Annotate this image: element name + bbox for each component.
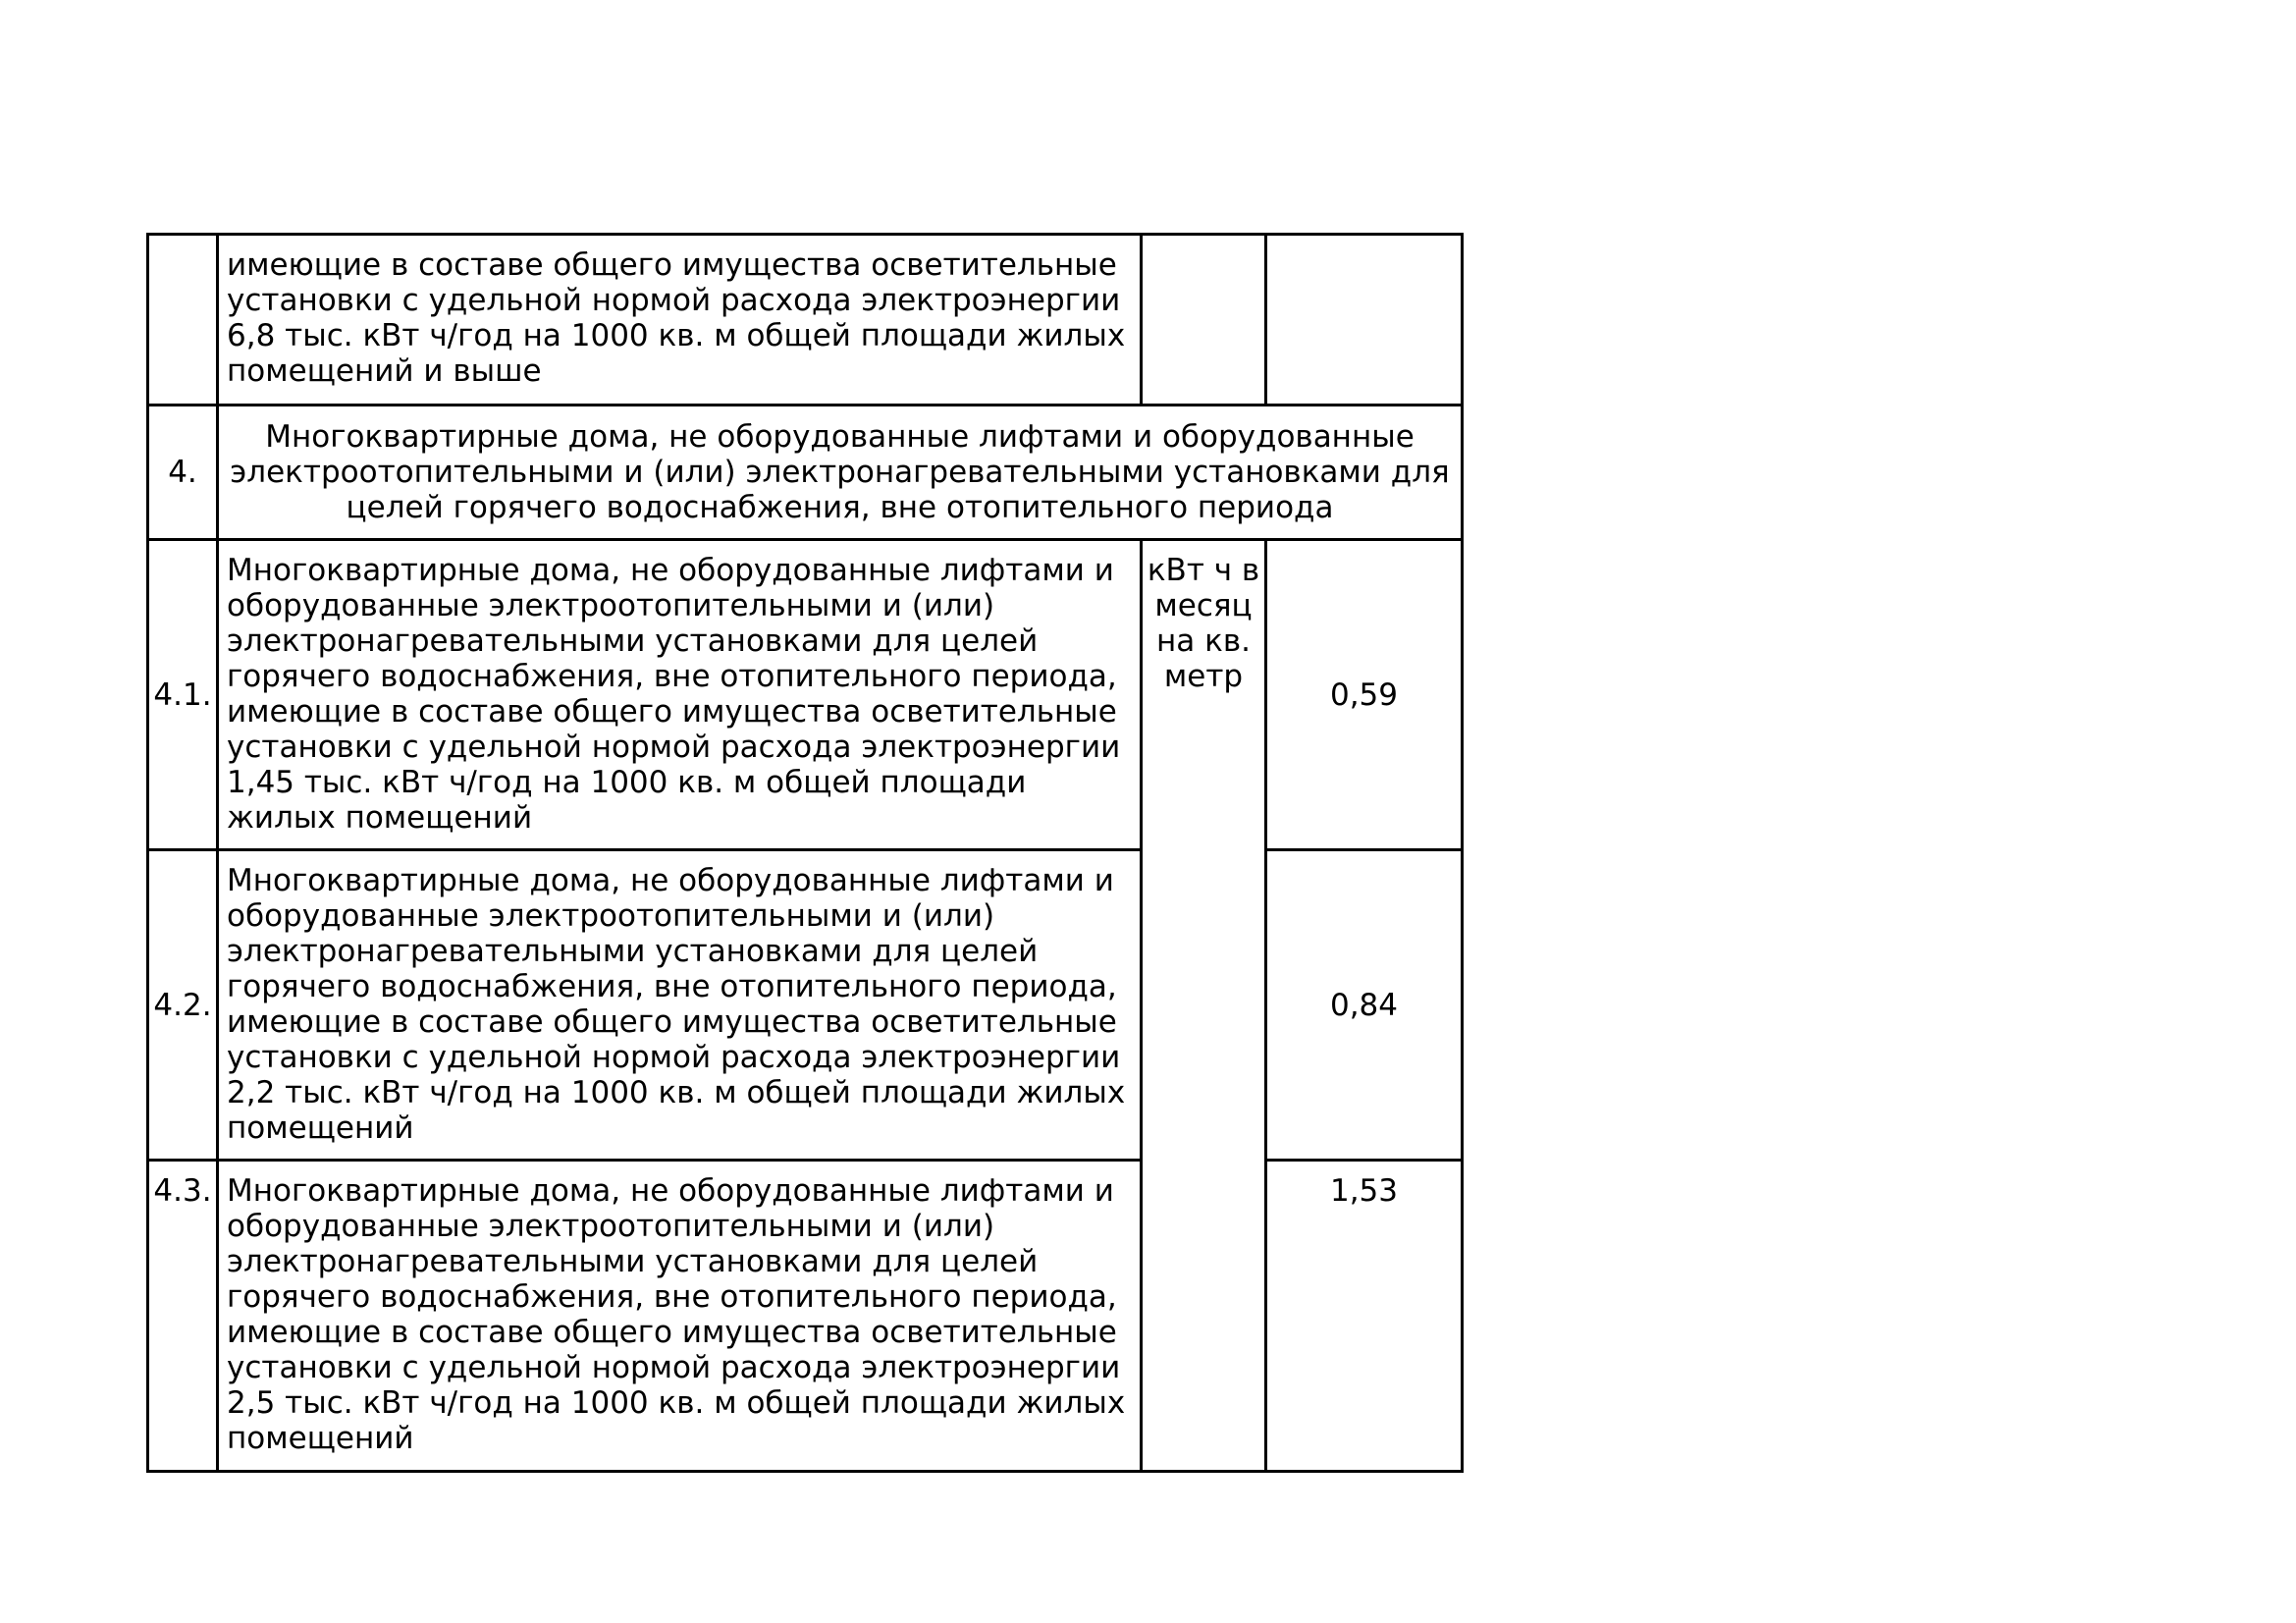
table-row — [148, 1161, 1463, 1472]
row-number: 4.3. — [148, 1161, 218, 1472]
row-value: 1,53 — [1266, 1161, 1463, 1472]
number-cell-empty — [148, 235, 218, 406]
section-title: Многоквартирные дома, не оборудованные лифтами и оборудованные электроотопительными и (или) электронагревательными установками для целей горячего водоснабжения, вне отопительного периода — [218, 406, 1463, 540]
section-row — [148, 406, 1463, 540]
table-row — [148, 540, 1463, 850]
row-description: Многоквартирные дома, не оборудованные лифтами и оборудованные электроотопительными и (или) электронагревательными установками для целей горячего водоснабжения, вне отопительного периода, имеющие в составе общего имущества осветительные установки с удельной нормой расхода электроэнергии 2,2 тыс. кВт ч/год на 1000 кв. м общей площади жилых помещений — [218, 850, 1142, 1161]
continuation-text-cell: имеющие в составе общего имущества осветительные установки с удельной нормой расхода электроэнергии 6,8 тыс. кВт ч/год на 1000 кв. м общей площади жилых помещений и выше — [218, 235, 1142, 406]
section-number: 4. — [148, 406, 218, 540]
row-value: 0,84 — [1266, 850, 1463, 1161]
row-number: 4.1. — [148, 540, 218, 850]
row-description: Многоквартирные дома, не оборудованные лифтами и оборудованные электроотопительными и (или) электронагревательными установками для целей горячего водоснабжения, вне отопительного периода, имеющие в составе общего имущества осветительные установки с удельной нормой расхода электроэнергии 2,5 тыс. кВт ч/год на 1000 кв. м общей площади жилых помещений — [218, 1161, 1142, 1472]
unit-cell-empty — [1142, 235, 1266, 406]
value-cell-empty — [1266, 235, 1463, 406]
norms-table — [146, 233, 1464, 1473]
row-value: 0,59 — [1266, 540, 1463, 850]
document-page — [146, 233, 1461, 1470]
row-number: 4.2. — [148, 850, 218, 1161]
unit-cell: кВт ч в месяц на кв. метр — [1142, 540, 1266, 1472]
table-row — [148, 850, 1463, 1161]
row-description: Многоквартирные дома, не оборудованные лифтами и оборудованные электроотопительными и (или) электронагревательными установками для целей горячего водоснабжения, вне отопительного периода, имеющие в составе общего имущества осветительные установки с удельной нормой расхода электроэнергии 1,45 тыс. кВт ч/год на 1000 кв. м общей площади жилых помещений — [218, 540, 1142, 850]
table-row-continuation — [148, 235, 1463, 406]
